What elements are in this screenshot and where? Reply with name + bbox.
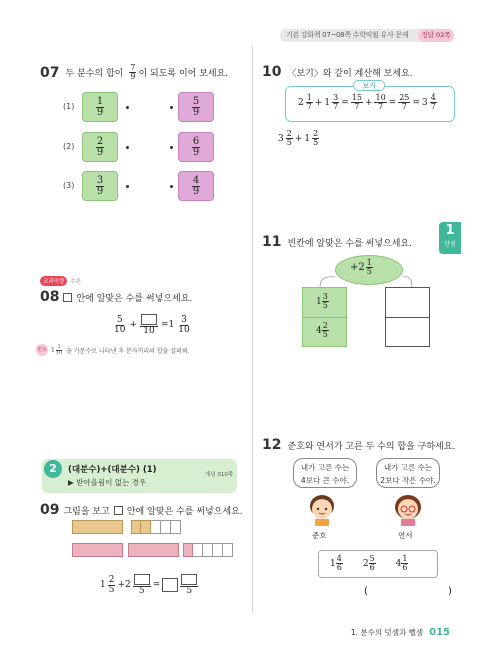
q10-number: 10 — [262, 64, 282, 80]
q08-frac-result: $\frac{3}{10}$ — [178, 314, 190, 335]
q09-bar-part-filled — [141, 520, 151, 534]
q07-right-dot[interactable] — [170, 146, 173, 149]
q07-heading — [40, 64, 228, 81]
hint-text: 을 가분수로 나타낸 후 분자끼리의 합을 살펴봐. — [66, 347, 190, 355]
unit-tab-label: 단원 — [444, 241, 456, 248]
q07-right-card[interactable]: $\frac{5}{9}$ — [178, 92, 214, 122]
q11-text: 빈칸에 알맞은 수를 써넣으세요. — [287, 238, 412, 249]
q09-equation — [100, 574, 198, 596]
q09-whole-input[interactable] — [162, 578, 178, 592]
q07-left-card[interactable]: $\frac{1}{9}$ — [82, 92, 118, 122]
q07-left-dot[interactable] — [126, 185, 129, 188]
q08-competency-badge: 교과역량 — [40, 276, 67, 286]
q11-operator: +2 $\frac{1}{5}$ — [350, 258, 372, 276]
q12-speech-left: 내가 고른 수는 4보다 큰 수야. — [293, 458, 357, 488]
q09-bar-top-parts — [131, 520, 181, 534]
q12-choice: 2 $\frac{5}{6}$ — [362, 554, 375, 572]
q07-number: 07 — [40, 64, 60, 81]
q09-box-icon — [114, 506, 123, 515]
q09-bar-part-empty — [223, 543, 233, 557]
q12-girl-avatar — [391, 490, 425, 526]
unit-tab-number: 1 — [445, 223, 455, 238]
q11-number: 11 — [262, 234, 282, 250]
q09-bar-whole — [128, 543, 179, 557]
q07-right-card[interactable]: $\frac{4}{9}$ — [178, 171, 214, 201]
q09-frac-a: $\frac{2}{5}$ — [108, 574, 115, 595]
footer-chapter: 1. 분수의 덧셈과 뺄셈 — [350, 628, 424, 637]
q11-output-2-input[interactable] — [386, 318, 429, 346]
q12-text: 준호와 연서가 고른 두 수의 합을 구하세요. — [287, 441, 456, 452]
q08-number: 08 — [40, 289, 60, 305]
q07-row-label: (2) — [63, 142, 75, 151]
q09-bar-part-empty — [203, 543, 213, 557]
q12-name-right: 연서 — [398, 531, 413, 540]
q10-problem: 3 $\frac{2}{5}$ + 1 $\frac{2}{5}$ — [278, 129, 319, 147]
q09-bar-bottom-parts — [183, 543, 233, 557]
q09-plus-two: +2 — [117, 580, 131, 590]
q09-numerator-input[interactable] — [134, 574, 150, 585]
q10-example-equation: 2 $\frac{1}{7}$ + 1 $\frac{3}{7}$ = $\frac{15}{7}$ + $\frac{10}{7}$ = $\frac{25}{7}$ = 3 $\frac{4}{7}$ — [298, 93, 436, 111]
q08-text: 안에 알맞은 수를 써넣으세요. — [76, 293, 193, 304]
q12-speech-right: 내가 고른 수는 2보다 작은 수야. — [376, 458, 440, 488]
hint-mixed-fraction: 1 $\frac{3}{10}$ — [51, 343, 63, 356]
q09-bar-part-empty — [193, 543, 203, 557]
q07-left-dot[interactable] — [126, 106, 129, 109]
q07-row-label: (1) — [63, 102, 75, 111]
arrow-right — [403, 277, 412, 287]
q07-left-dot[interactable] — [126, 146, 129, 149]
q09-text: 그림을 보고 — [63, 506, 110, 517]
q11-input-2: 4 $\frac{2}{5}$ — [316, 321, 328, 339]
answer-page-tag: 정답 02쪽 — [418, 29, 454, 42]
q11-input-1: 1 $\frac{3}{5}$ — [316, 292, 328, 310]
q07-target-fraction: $\frac{7}{9}$ — [130, 63, 136, 81]
q09-bar-part-filled — [131, 520, 141, 534]
unit-number-badge: 2 — [44, 460, 62, 478]
page-number: 015 — [429, 627, 450, 638]
q11-heading — [262, 234, 412, 250]
q12-choice: 1 $\frac{4}{6}$ — [330, 554, 342, 572]
q08-frac-a: $\frac{5}{10}$ — [114, 314, 126, 335]
q09-bar-part-empty — [171, 520, 181, 534]
page-footer — [351, 627, 450, 638]
q12-heading — [262, 437, 455, 453]
q10-heading — [262, 64, 413, 80]
q09-bar-whole — [72, 543, 123, 557]
q12-answer-input[interactable] — [372, 586, 444, 600]
q09-whole-a: 1 — [100, 580, 106, 590]
q09-result-numerator-input[interactable] — [181, 574, 197, 585]
q08-heading — [40, 289, 192, 305]
q12-answer-close: ) — [448, 586, 452, 597]
q08-equals-whole: =1 — [161, 320, 175, 330]
q12-answer-open: ( — [364, 586, 368, 597]
q09-bar-part-filled — [183, 543, 193, 557]
q08-numerator-input[interactable] — [141, 314, 157, 325]
q08-equation — [113, 314, 191, 336]
q08-badge — [40, 276, 81, 286]
q07-right-dot[interactable] — [170, 185, 173, 188]
q10-text: 〈보기〉와 같이 계산해 보세요. — [287, 68, 413, 79]
q09-equals: = — [152, 580, 161, 590]
q07-text-after: 이 되도록 이어 보세요. — [138, 69, 229, 79]
q12-name-left: 준호 — [312, 531, 327, 540]
q12-boy-avatar — [305, 490, 339, 526]
q11-input-divider — [302, 317, 347, 318]
q08-competency-type: 추론 — [70, 279, 81, 285]
q07-matching — [63, 92, 243, 212]
q12-number: 12 — [262, 437, 282, 453]
q09-bar-whole — [72, 520, 123, 534]
q09-bar-part-empty — [161, 520, 171, 534]
q07-row-label: (3) — [63, 181, 75, 190]
q08-frac-blank: 10 — [140, 314, 158, 336]
q09-frac-result-blank: 5 — [180, 574, 198, 596]
q09-text2: 안에 알맞은 수를 써넣으세요. — [126, 506, 243, 517]
unit-subtitle: ▶ 받아올림이 없는 경우 — [68, 478, 147, 487]
q07-right-card[interactable]: $\frac{6}{9}$ — [178, 132, 214, 162]
q07-text-before: 두 분수의 합이 — [65, 69, 124, 79]
q08-plus: + — [129, 320, 137, 330]
hint-icon: 힌트 — [36, 344, 48, 356]
q10-example-tag: 보기 — [353, 80, 385, 91]
header-title: 기본 강화책 07~08쪽 수학익힘 유사 문제 — [286, 31, 409, 39]
q09-bar-part-empty — [151, 520, 161, 534]
unit-side-tab — [439, 222, 461, 254]
q09-number: 09 — [40, 502, 60, 518]
q09-frac-blank: 5 — [133, 574, 151, 596]
q11-output-1-input[interactable] — [386, 288, 429, 316]
q12-choices — [330, 555, 408, 572]
q09-heading — [40, 502, 243, 518]
q09-bar-bottom — [72, 543, 179, 557]
q09-bar-part-empty — [213, 543, 223, 557]
q12-choice: 4 $\frac{1}{6}$ — [395, 554, 408, 572]
unit-page-ref: 개념 010쪽 — [205, 472, 234, 478]
column-divider — [252, 45, 253, 613]
q08-box-icon — [63, 293, 72, 302]
unit-title: (대분수)+(대분수) (1) — [68, 465, 157, 475]
q07-right-dot[interactable] — [170, 106, 173, 109]
q09-bar-top-full — [72, 520, 123, 534]
q08-hint — [36, 344, 190, 356]
arrow-left — [320, 277, 335, 287]
q07-left-card[interactable]: $\frac{2}{9}$ — [82, 132, 118, 162]
q07-left-card[interactable]: $\frac{3}{9}$ — [82, 171, 118, 201]
